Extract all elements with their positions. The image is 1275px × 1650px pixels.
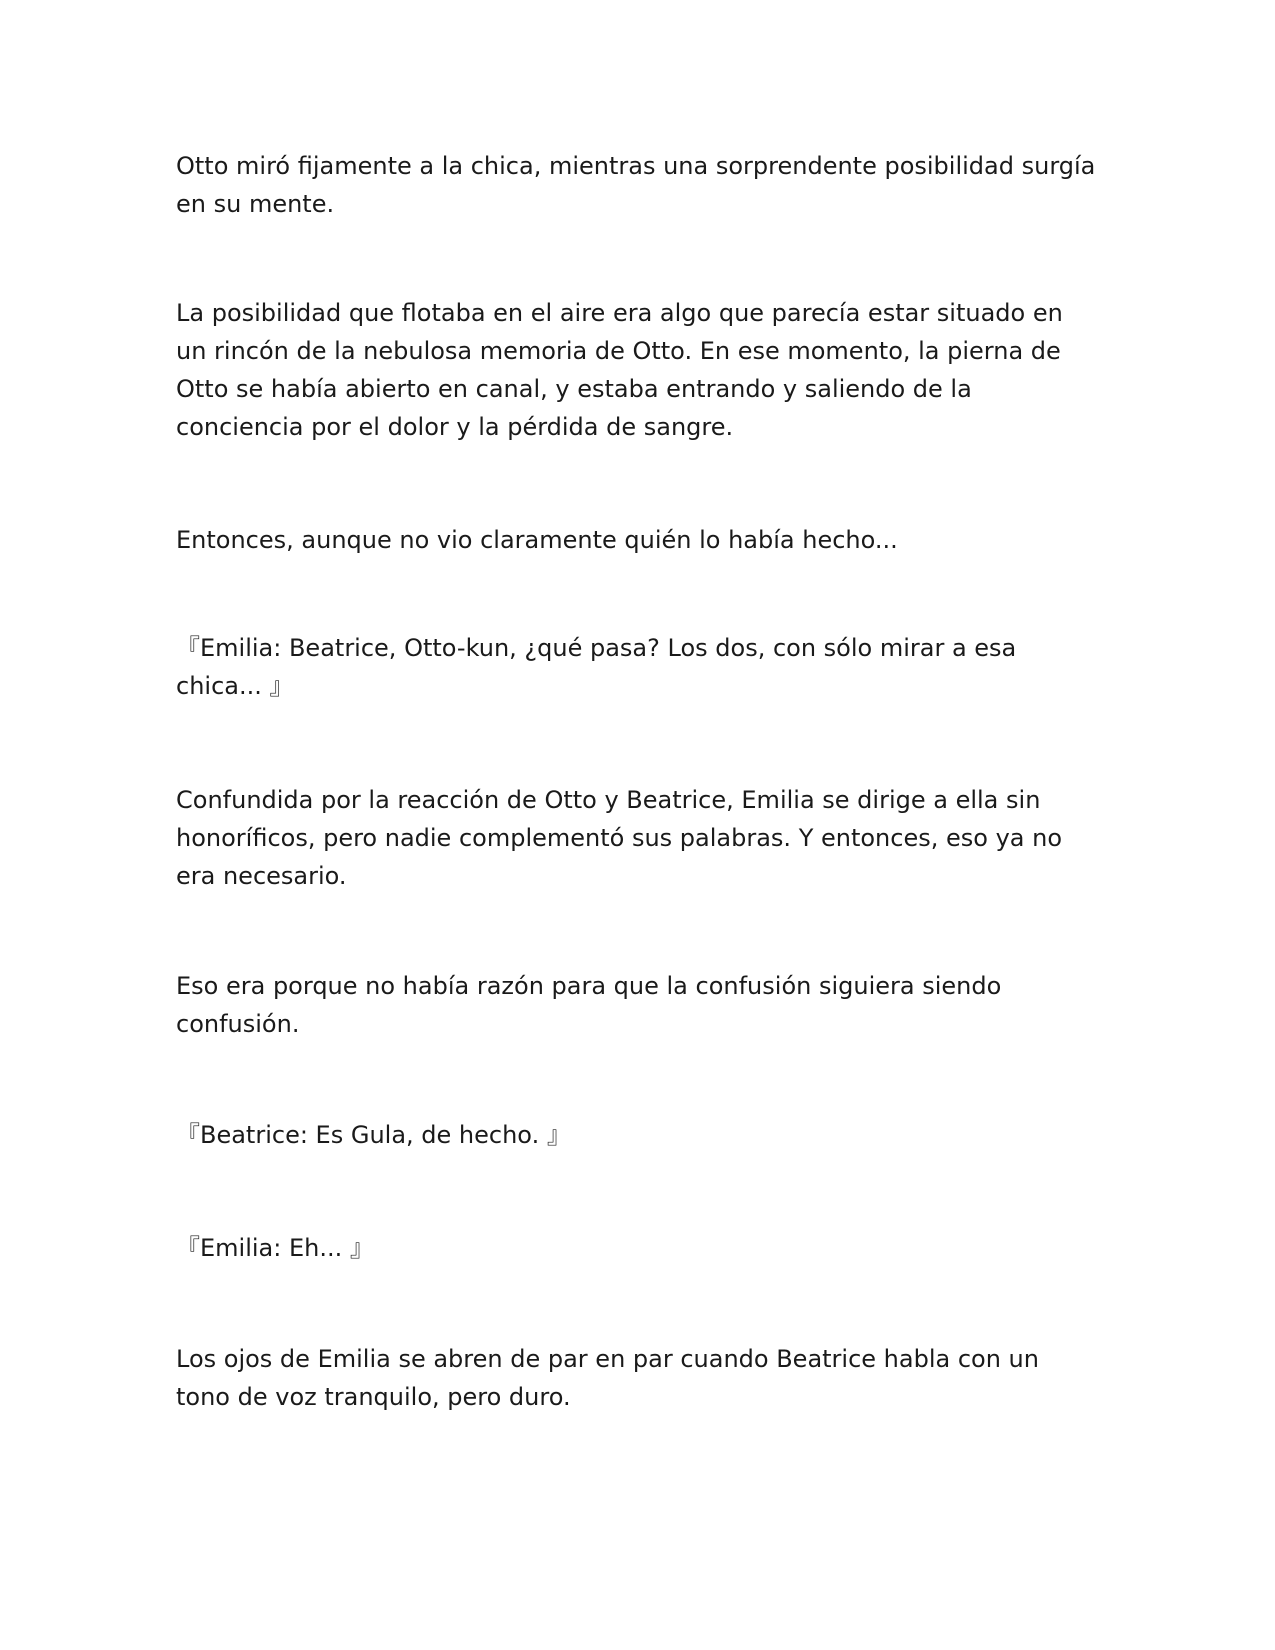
paragraph-narration: Los ojos de Emilia se abren de par en par cuando Beatrice habla con un tono de voz tranquilo, pero duro. xyxy=(176,1345,1047,1411)
paragraph-dialogue: 『Emilia: Beatrice, Otto-kun, ¿qué pasa? Los dos, con sólo mirar a esa chica... 』 xyxy=(176,634,1024,700)
paragraph-narration: Otto miró fijamente a la chica, mientras una sorprendente posibilidad surgía en su mente. xyxy=(176,152,1104,218)
paragraph-dialogue: 『Beatrice: Es Gula, de hecho. 』 xyxy=(176,1121,571,1149)
paragraph-narration: Eso era porque no había razón para que la confusión siguiera siendo confusión. xyxy=(176,972,1009,1038)
paragraph-dialogue: 『Emilia: Eh... 』 xyxy=(176,1234,374,1262)
paragraph-narration: Confundida por la reacción de Otto y Beatrice, Emilia se dirige a ella sin honoríficos, pero nadie complementó sus palabras. Y entonces, eso ya no era necesario. xyxy=(176,786,1070,890)
paragraph-narration: La posibilidad que flotaba en el aire era algo que parecía estar situado en un rincón de la nebulosa memoria de Otto. En ese momento, la pierna de Otto se había abierto en canal, y estaba entrando y saliendo de la conciencia por el dolor y la pérdida de sangre. xyxy=(176,299,1071,441)
paragraph-narration: Entonces, aunque no vio claramente quién lo había hecho... xyxy=(176,526,898,554)
